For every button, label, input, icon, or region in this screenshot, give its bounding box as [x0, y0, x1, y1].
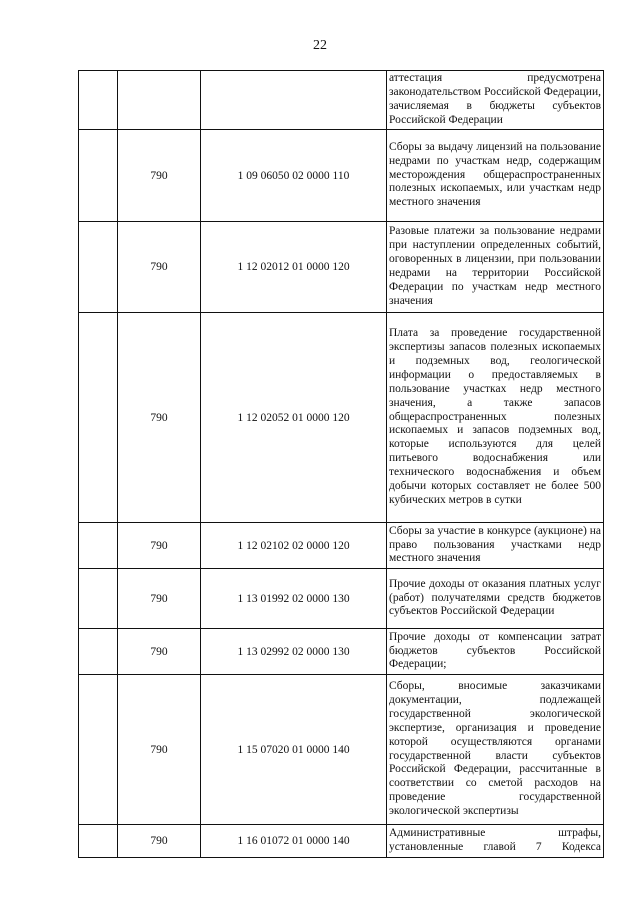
blank-cell	[79, 569, 118, 629]
admin-code-cell: 790	[118, 629, 201, 675]
table-row	[79, 825, 604, 858]
description-cell: Прочие доходы от оказания платных услуг (работ) получателями средств бюджетов субъектов Российской Федерации	[387, 569, 604, 629]
revenue-codes-table	[78, 70, 604, 858]
table-row	[79, 222, 604, 313]
admin-code-cell: 790	[118, 130, 201, 222]
blank-cell	[79, 523, 118, 569]
table-row	[79, 523, 604, 569]
budget-classification-code-cell: 1 12 02052 01 0000 120	[201, 313, 387, 523]
description-cell: аттестация предусмотрена законодательством Российской Федерации, зачисляемая в бюджеты субъектов Российской Федерации	[387, 71, 604, 130]
budget-classification-code-cell: 1 15 07020 01 0000 140	[201, 675, 387, 825]
description-cell: Разовые платежи за пользование недрами при наступлении определенных событий, оговоренных в лицензии, при пользовании недрами на территории Российской Федерации по участкам недр местного значения	[387, 222, 604, 313]
blank-cell	[79, 675, 118, 825]
blank-cell	[79, 222, 118, 313]
description-cell: Сборы за выдачу лицензий на пользование недрами по участкам недр, содержащим месторождения общераспространенных полезных ископаемых, или участкам недр местного значения	[387, 130, 604, 222]
description-cell: Прочие доходы от компенсации затрат бюджетов субъектов Российской Федерации;	[387, 629, 604, 675]
table-row	[79, 629, 604, 675]
budget-classification-code-cell: 1 13 01992 02 0000 130	[201, 569, 387, 629]
budget-classification-code-cell: 1 09 06050 02 0000 110	[201, 130, 387, 222]
blank-cell	[79, 629, 118, 675]
admin-code-cell: 790	[118, 825, 201, 858]
budget-classification-code-cell: 1 12 02102 02 0000 120	[201, 523, 387, 569]
admin-code-cell: 790	[118, 313, 201, 523]
table-row	[79, 71, 604, 130]
description-cell: Плата за проведение государственной экспертизы запасов полезных ископаемых и подземных вод, геологической информации о предоставляемых в пользование участках недр местного значения, а также запасов общераспространенных полезных ископаемых и запасов подземных вод, которые используются для целей питьевого водоснабжения или технического водоснабжения и объем добычи которых составляет не более 500 кубических метров в сутки	[387, 313, 604, 523]
table-row	[79, 675, 604, 825]
blank-cell	[79, 130, 118, 222]
budget-classification-code-cell: 1 16 01072 01 0000 140	[201, 825, 387, 858]
table-row	[79, 569, 604, 629]
blank-cell	[79, 313, 118, 523]
admin-code-cell: 790	[118, 222, 201, 313]
budget-classification-code-cell: 1 12 02012 01 0000 120	[201, 222, 387, 313]
blank-cell	[79, 825, 118, 858]
page-number: 22	[313, 38, 327, 53]
admin-code-cell: 790	[118, 523, 201, 569]
description-cell: Административные штрафы, установленные главой 7 Кодекса	[387, 825, 604, 858]
table-row	[79, 313, 604, 523]
description-cell: Сборы за участие в конкурсе (аукционе) на право пользования участками недр местного значения	[387, 523, 604, 569]
admin-code-cell: 790	[118, 675, 201, 825]
admin-code-cell: 790	[118, 569, 201, 629]
table-row	[79, 130, 604, 222]
admin-code-cell	[118, 71, 201, 130]
blank-cell	[79, 71, 118, 130]
budget-classification-code-cell: 1 13 02992 02 0000 130	[201, 629, 387, 675]
description-cell: Сборы, вносимые заказчиками документации, подлежащей государственной экологической экспертизе, организация и проведение которой осуществляются органами государственной власти субъектов Российской Федерации, рассчитанные в соответствии со сметой расходов на проведение государственной экологической экспертизы	[387, 675, 604, 825]
budget-classification-code-cell	[201, 71, 387, 130]
